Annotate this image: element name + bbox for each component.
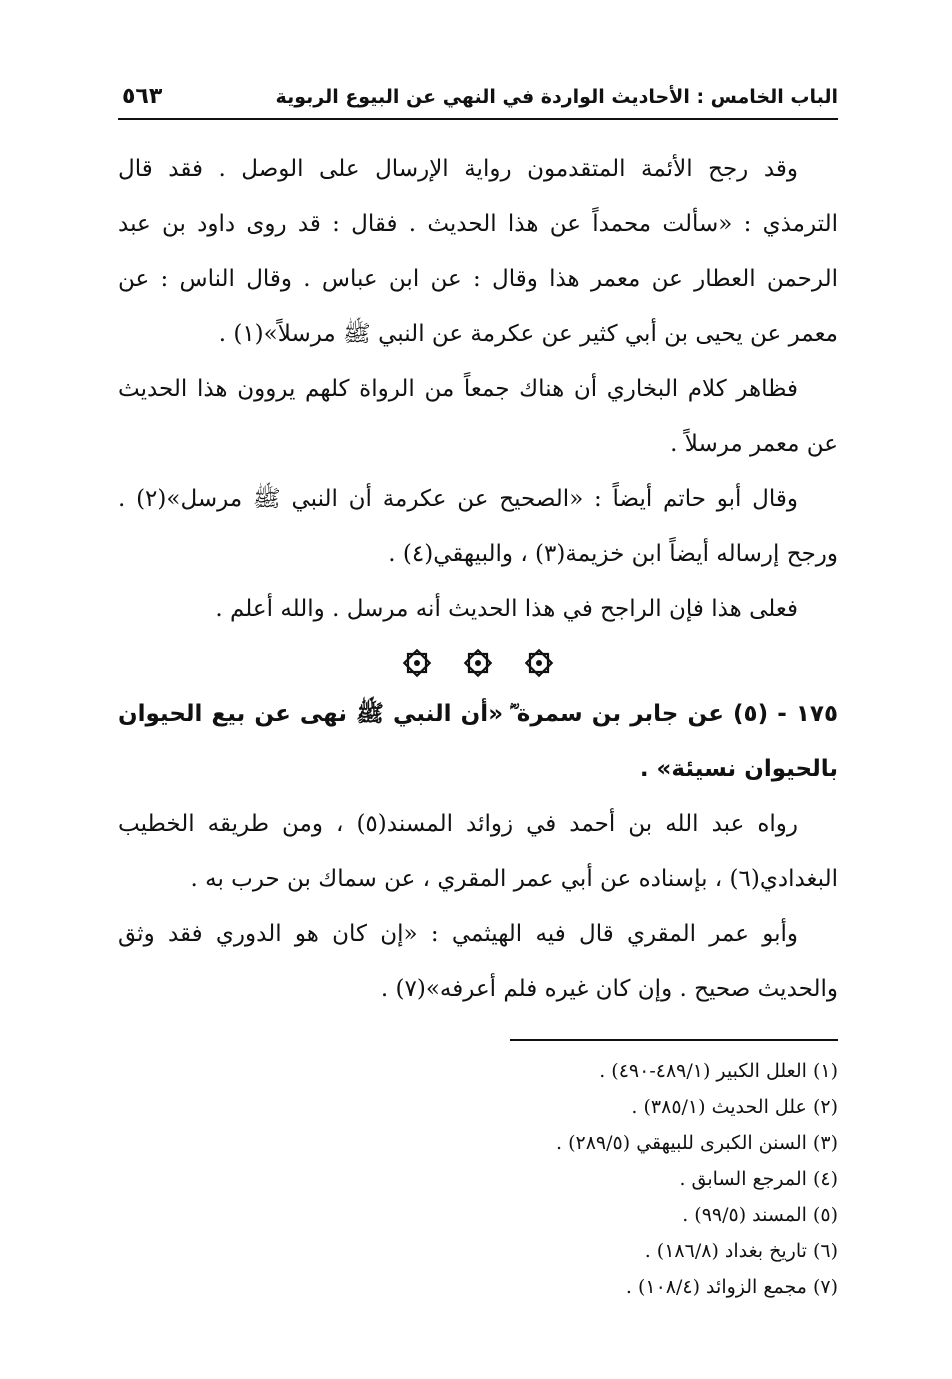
paragraph-conclusion: فعلى هذا فإن الراجح في هذا الحديث أنه مرسل . والله أعلم . [215, 596, 798, 622]
footnote-3: (٣) السنن الكبرى للبيهقي (٢٨٩/٥) . [556, 1132, 838, 1154]
paragraph-narration: رواه عبد الله بن أحمد في زوائد المسند(٥) ، ومن طريقه الخطيب البغدادي(٦) ، بإسناده عن أبي عمر المقري ، عن سماك بن حرب به . [118, 811, 838, 892]
eight-point-star-icon [462, 647, 494, 679]
chapter-title: الباب الخامس : الأحاديث الواردة في النهي عن البيوع الربوية [275, 86, 838, 108]
hadith-heading: ١٧٥ - (٥) عن جابر بن سمرة ؓ «أن النبي ﷺ نهى عن بيع الحيوان بالحيوان نسيئة» . [118, 701, 839, 782]
main-text [118, 142, 838, 1017]
page-number: ٥٦٣ [122, 84, 163, 109]
eight-point-star-icon [401, 647, 433, 679]
section-ornament [118, 639, 838, 687]
paragraph-abu-hatim: وقال أبو حاتم أيضاً : «الصحيح عن عكرمة أن النبي ﷺ مرسل»(٢) . ورجح إرساله أيضاً ابن خزيمة(٣) ، والبيهقي(٤) . [118, 486, 838, 567]
eight-point-star-icon [523, 647, 555, 679]
footnote-1: (١) العلل الكبير (٤٨٩/١-٤٩٠) . [599, 1060, 838, 1082]
footnote-5: (٥) المسند (٩٩/٥) . [682, 1204, 838, 1226]
paragraph-tirmidhi: وقد رجح الأئمة المتقدمون رواية الإرسال على الوصل . فقد قال الترمذي : «سألت محمداً عن هذا الحديث . فقال : قد روى داود بن عبد الرحمن العطار عن معمر هذا وقال : عن ابن عباس . وقال الناس : عن معمر عن يحيى بن أبي كثير عن عكرمة عن النبي ﷺ مرسلاً»(١) . [118, 156, 838, 347]
book-page [118, 78, 838, 1305]
footnote-6: (٦) تاريخ بغداد (١٨٦/٨) . [644, 1240, 838, 1262]
footnotes [118, 1053, 838, 1305]
running-header [118, 78, 838, 120]
footnote-4: (٤) المرجع السابق . [679, 1168, 838, 1190]
paragraph-haythami: وأبو عمر المقري قال فيه الهيثمي : «إن كان هو الدوري فقد وثق والحديث صحيح . وإن كان غيره فلم أعرفه»(٧) . [118, 921, 838, 1002]
footnote-7: (٧) مجمع الزوائد (١٠٨/٤) . [625, 1276, 838, 1298]
footnote-2: (٢) علل الحديث (٣٨٥/١) . [631, 1096, 838, 1118]
footnote-divider [510, 1039, 838, 1041]
paragraph-bukhari: فظاهر كلام البخاري أن هناك جمعاً من الرواة كلهم يروون هذا الحديث عن معمر مرسلاً . [118, 376, 838, 457]
